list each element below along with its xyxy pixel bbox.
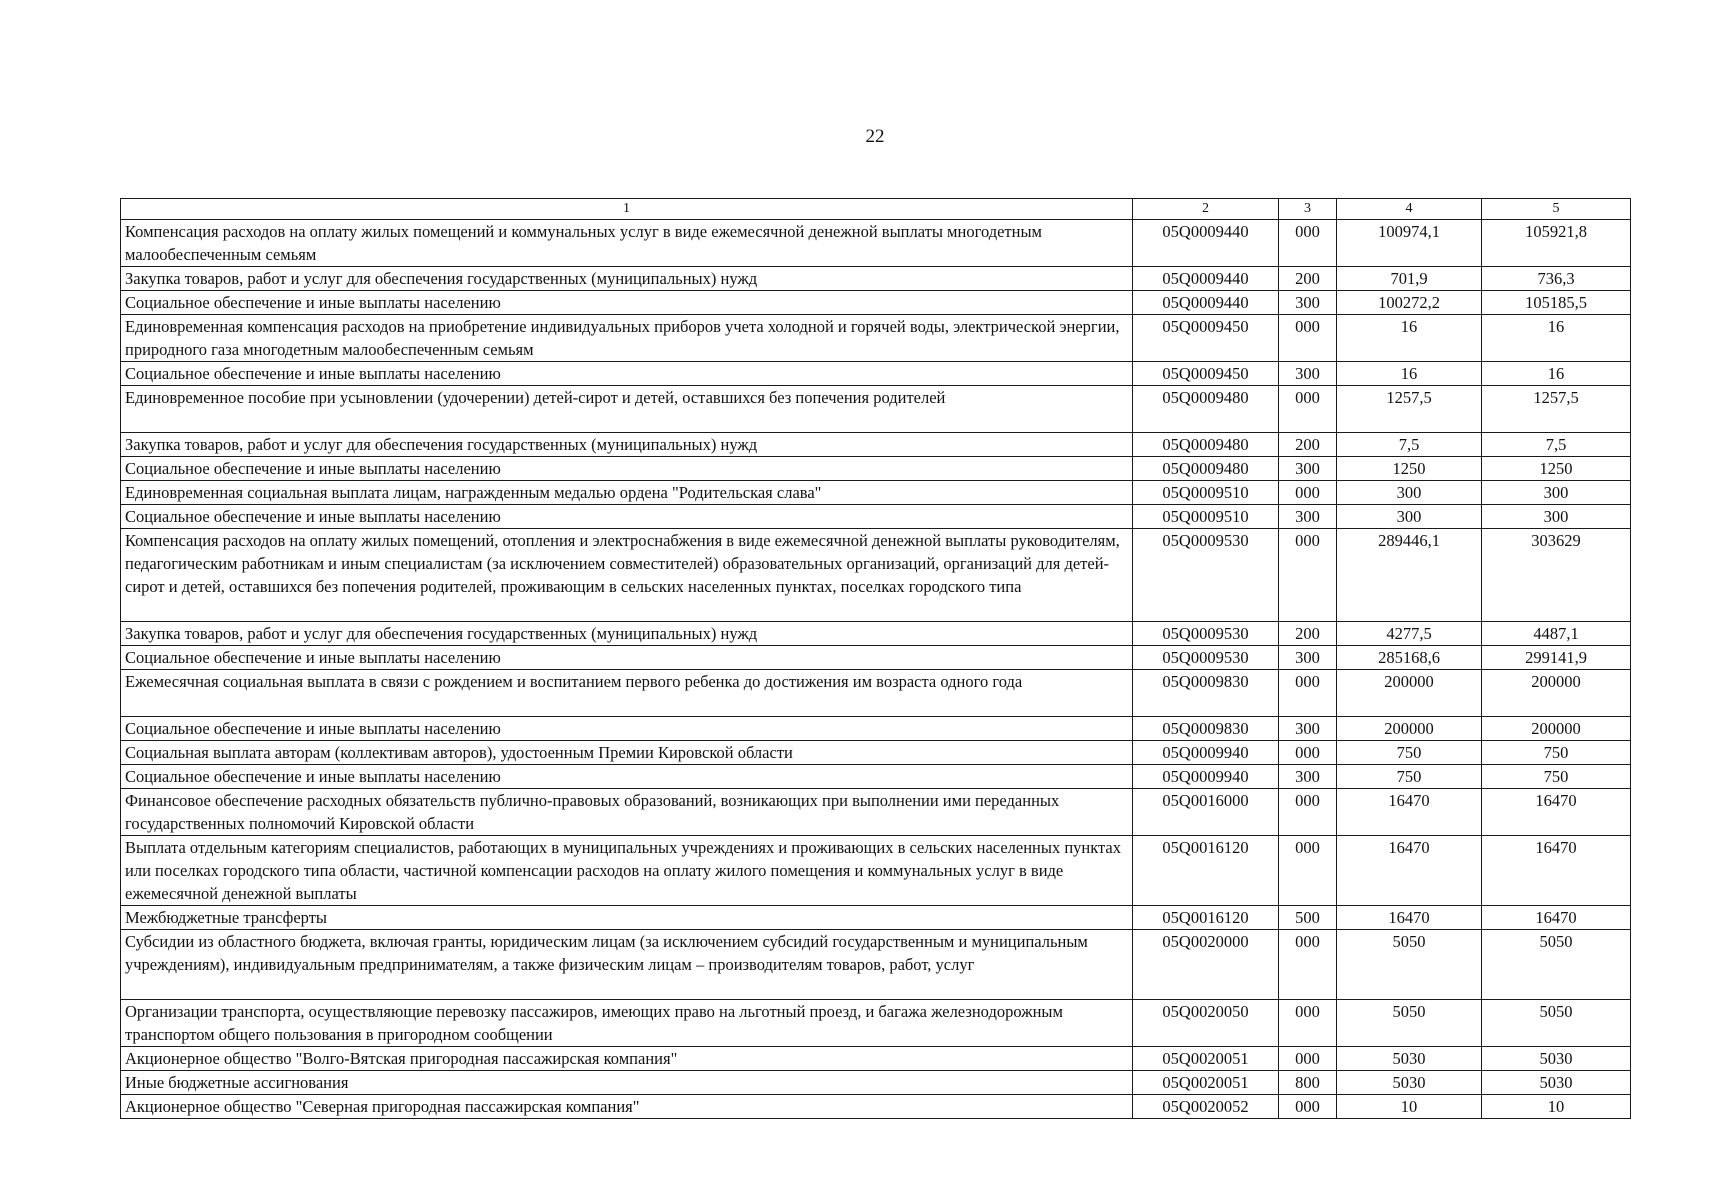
row-code-cell: 05Q0020000: [1133, 930, 1279, 1000]
table-body: [121, 220, 1631, 1119]
row-code-cell: 05Q0009450: [1133, 362, 1279, 386]
row-type-cell: 000: [1279, 386, 1337, 433]
row-value-col5-cell: 5050: [1482, 930, 1631, 1000]
row-name-cell: Выплата отдельным категориям специалистов, работающих в муниципальных учреждениях и проживающих в сельских населенных пунктах или поселках городского типа области, частичной компенсации расходов на оплату жилого помещения и коммунальных услуг в виде ежемесячной денежной выплаты: [121, 836, 1133, 906]
table-row: [121, 315, 1631, 362]
row-value-col4-cell: 16: [1337, 362, 1482, 386]
row-value-col5-cell: 300: [1482, 481, 1631, 505]
row-value-col4-cell: 100272,2: [1337, 291, 1482, 315]
row-value-col5-cell: 4487,1: [1482, 622, 1631, 646]
row-name-cell: Социальное обеспечение и иные выплаты населению: [121, 765, 1133, 789]
page-number: 22: [865, 126, 885, 147]
row-value-col4-cell: 7,5: [1337, 433, 1482, 457]
row-code-cell: 05Q0009940: [1133, 765, 1279, 789]
row-code-cell: 05Q0009530: [1133, 622, 1279, 646]
row-value-col4-cell: 200000: [1337, 670, 1482, 717]
row-value-col5-cell: 5030: [1482, 1047, 1631, 1071]
header-col-4: 4: [1337, 199, 1482, 220]
row-type-cell: 000: [1279, 670, 1337, 717]
row-value-col4-cell: 100974,1: [1337, 220, 1482, 267]
row-name-cell: Ежемесячная социальная выплата в связи с рождением и воспитанием первого ребенка до достижения им возраста одного года: [121, 670, 1133, 717]
budget-table-container: [120, 198, 1630, 1119]
row-type-cell: 000: [1279, 836, 1337, 906]
header-col-2: 2: [1133, 199, 1279, 220]
row-value-col5-cell: 16470: [1482, 836, 1631, 906]
row-type-cell: 000: [1279, 1095, 1337, 1119]
row-type-cell: 300: [1279, 291, 1337, 315]
row-code-cell: 05Q0009480: [1133, 457, 1279, 481]
row-value-col4-cell: 10: [1337, 1095, 1482, 1119]
row-value-col5-cell: 16470: [1482, 906, 1631, 930]
table-row: [121, 1000, 1631, 1047]
row-code-cell: 05Q0016120: [1133, 836, 1279, 906]
row-value-col4-cell: 1257,5: [1337, 386, 1482, 433]
row-code-cell: 05Q0020052: [1133, 1095, 1279, 1119]
row-value-col4-cell: 300: [1337, 481, 1482, 505]
row-type-cell: 300: [1279, 646, 1337, 670]
row-code-cell: 05Q0009450: [1133, 315, 1279, 362]
table-header-row: [121, 199, 1631, 220]
row-type-cell: 800: [1279, 1071, 1337, 1095]
row-value-col4-cell: 16470: [1337, 836, 1482, 906]
row-value-col5-cell: 5050: [1482, 1000, 1631, 1047]
row-name-cell: Закупка товаров, работ и услуг для обеспечения государственных (муниципальных) нужд: [121, 622, 1133, 646]
row-type-cell: 000: [1279, 1000, 1337, 1047]
table-row: [121, 457, 1631, 481]
row-value-col5-cell: 16470: [1482, 789, 1631, 836]
row-code-cell: 05Q0009510: [1133, 481, 1279, 505]
row-value-col5-cell: 200000: [1482, 717, 1631, 741]
row-type-cell: 000: [1279, 481, 1337, 505]
row-value-col5-cell: 16: [1482, 362, 1631, 386]
row-name-cell: Социальное обеспечение и иные выплаты населению: [121, 646, 1133, 670]
row-code-cell: 05Q0009440: [1133, 220, 1279, 267]
row-value-col4-cell: 701,9: [1337, 267, 1482, 291]
row-name-cell: Закупка товаров, работ и услуг для обеспечения государственных (муниципальных) нужд: [121, 267, 1133, 291]
row-value-col5-cell: 105185,5: [1482, 291, 1631, 315]
row-name-cell: Субсидии из областного бюджета, включая гранты, юридическим лицам (за исключением субсидий государственным и муниципальным учреждениям), индивидуальным предпринимателям, а также физическим лицам – производителям товаров, работ, услуг: [121, 930, 1133, 1000]
row-name-cell: Акционерное общество "Волго-Вятская пригородная пассажирская компания": [121, 1047, 1133, 1071]
table-row: [121, 1095, 1631, 1119]
row-name-cell: Социальное обеспечение и иные выплаты населению: [121, 362, 1133, 386]
row-name-cell: Единовременное пособие при усыновлении (удочерении) детей-сирот и детей, оставшихся без попечения родителей: [121, 386, 1133, 433]
table-row: [121, 291, 1631, 315]
row-type-cell: 000: [1279, 315, 1337, 362]
row-name-cell: Межбюджетные трансферты: [121, 906, 1133, 930]
row-type-cell: 300: [1279, 765, 1337, 789]
row-type-cell: 200: [1279, 433, 1337, 457]
table-row: [121, 433, 1631, 457]
row-code-cell: 05Q0009530: [1133, 529, 1279, 622]
row-code-cell: 05Q0020051: [1133, 1047, 1279, 1071]
row-code-cell: 05Q0009940: [1133, 741, 1279, 765]
row-code-cell: 05Q0009440: [1133, 267, 1279, 291]
table-row: [121, 386, 1631, 433]
row-name-cell: Социальное обеспечение и иные выплаты населению: [121, 457, 1133, 481]
row-value-col5-cell: 303629: [1482, 529, 1631, 622]
row-value-col4-cell: 300: [1337, 505, 1482, 529]
table-row: [121, 930, 1631, 1000]
header-col-5: 5: [1482, 199, 1631, 220]
row-name-cell: Компенсация расходов на оплату жилых помещений и коммунальных услуг в виде ежемесячной денежной выплаты многодетным малообеспеченным семьям: [121, 220, 1133, 267]
row-value-col4-cell: 4277,5: [1337, 622, 1482, 646]
row-type-cell: 000: [1279, 220, 1337, 267]
row-name-cell: Социальное обеспечение и иные выплаты населению: [121, 291, 1133, 315]
row-code-cell: 05Q0009480: [1133, 386, 1279, 433]
table-row: [121, 362, 1631, 386]
row-type-cell: 000: [1279, 789, 1337, 836]
table-row: [121, 220, 1631, 267]
table-row: [121, 836, 1631, 906]
row-type-cell: 500: [1279, 906, 1337, 930]
row-code-cell: 05Q0020050: [1133, 1000, 1279, 1047]
table-row: [121, 505, 1631, 529]
table-row: [121, 789, 1631, 836]
row-code-cell: 05Q0009510: [1133, 505, 1279, 529]
row-code-cell: 05Q0009480: [1133, 433, 1279, 457]
row-code-cell: 05Q0009440: [1133, 291, 1279, 315]
header-col-3: 3: [1279, 199, 1337, 220]
row-value-col4-cell: 16: [1337, 315, 1482, 362]
row-value-col5-cell: 105921,8: [1482, 220, 1631, 267]
row-type-cell: 000: [1279, 741, 1337, 765]
row-value-col5-cell: 10: [1482, 1095, 1631, 1119]
row-type-cell: 000: [1279, 930, 1337, 1000]
row-value-col5-cell: 299141,9: [1482, 646, 1631, 670]
row-value-col4-cell: 750: [1337, 765, 1482, 789]
row-value-col4-cell: 285168,6: [1337, 646, 1482, 670]
table-row: [121, 481, 1631, 505]
row-name-cell: Финансовое обеспечение расходных обязательств публично-правовых образований, возникающих при выполнении ими переданных государственных полномочий Кировской области: [121, 789, 1133, 836]
row-type-cell: 000: [1279, 1047, 1337, 1071]
row-name-cell: Закупка товаров, работ и услуг для обеспечения государственных (муниципальных) нужд: [121, 433, 1133, 457]
row-type-cell: 300: [1279, 362, 1337, 386]
row-value-col4-cell: 16470: [1337, 789, 1482, 836]
row-value-col4-cell: 200000: [1337, 717, 1482, 741]
row-name-cell: Единовременная компенсация расходов на приобретение индивидуальных приборов учета холодной и горячей воды, электрической энергии, природного газа многодетным малообеспеченным семьям: [121, 315, 1133, 362]
row-value-col4-cell: 1250: [1337, 457, 1482, 481]
row-name-cell: Компенсация расходов на оплату жилых помещений, отопления и электроснабжения в виде ежемесячной денежной выплаты руководителям, педагогическим работникам и иным специалистам (за исключением совместителей) образовательных организаций, организаций для детей-сирот и детей, оставшихся без попечения родителей, проживающим в сельских населенных пунктах, поселках городского типа: [121, 529, 1133, 622]
row-name-cell: Организации транспорта, осуществляющие перевозку пассажиров, имеющих право на льготный проезд, и багажа железнодорожным транспортом общего пользования в пригородном сообщении: [121, 1000, 1133, 1047]
row-name-cell: Социальная выплата авторам (коллективам авторов), удостоенным Премии Кировской области: [121, 741, 1133, 765]
row-name-cell: Иные бюджетные ассигнования: [121, 1071, 1133, 1095]
row-value-col5-cell: 750: [1482, 765, 1631, 789]
row-type-cell: 000: [1279, 529, 1337, 622]
row-value-col5-cell: 750: [1482, 741, 1631, 765]
budget-table: [120, 198, 1631, 1119]
row-name-cell: Социальное обеспечение и иные выплаты населению: [121, 717, 1133, 741]
row-code-cell: 05Q0016120: [1133, 906, 1279, 930]
row-name-cell: Акционерное общество "Северная пригородная пассажирская компания": [121, 1095, 1133, 1119]
row-value-col5-cell: 1257,5: [1482, 386, 1631, 433]
row-value-col4-cell: 5050: [1337, 930, 1482, 1000]
table-row: [121, 646, 1631, 670]
row-value-col5-cell: 16: [1482, 315, 1631, 362]
row-value-col4-cell: 289446,1: [1337, 529, 1482, 622]
row-value-col4-cell: 750: [1337, 741, 1482, 765]
row-code-cell: 05Q0009830: [1133, 717, 1279, 741]
row-value-col4-cell: 16470: [1337, 906, 1482, 930]
table-row: [121, 529, 1631, 622]
table-row: [121, 622, 1631, 646]
row-type-cell: 200: [1279, 622, 1337, 646]
row-type-cell: 200: [1279, 267, 1337, 291]
row-value-col5-cell: 200000: [1482, 670, 1631, 717]
table-row: [121, 1047, 1631, 1071]
row-name-cell: Единовременная социальная выплата лицам, награжденным медалью ордена "Родительская слава": [121, 481, 1133, 505]
row-code-cell: 05Q0016000: [1133, 789, 1279, 836]
row-name-cell: Социальное обеспечение и иные выплаты населению: [121, 505, 1133, 529]
row-code-cell: 05Q0009530: [1133, 646, 1279, 670]
row-value-col5-cell: 7,5: [1482, 433, 1631, 457]
row-type-cell: 300: [1279, 457, 1337, 481]
table-row: [121, 741, 1631, 765]
row-type-cell: 300: [1279, 717, 1337, 741]
table-row: [121, 906, 1631, 930]
table-row: [121, 717, 1631, 741]
table-row: [121, 267, 1631, 291]
row-value-col5-cell: 5030: [1482, 1071, 1631, 1095]
header-col-1: 1: [121, 199, 1133, 220]
row-value-col5-cell: 300: [1482, 505, 1631, 529]
row-code-cell: 05Q0020051: [1133, 1071, 1279, 1095]
table-row: [121, 1071, 1631, 1095]
row-type-cell: 300: [1279, 505, 1337, 529]
row-code-cell: 05Q0009830: [1133, 670, 1279, 717]
row-value-col4-cell: 5050: [1337, 1000, 1482, 1047]
row-value-col5-cell: 736,3: [1482, 267, 1631, 291]
row-value-col4-cell: 5030: [1337, 1047, 1482, 1071]
row-value-col5-cell: 1250: [1482, 457, 1631, 481]
table-row: [121, 670, 1631, 717]
row-value-col4-cell: 5030: [1337, 1071, 1482, 1095]
table-row: [121, 765, 1631, 789]
